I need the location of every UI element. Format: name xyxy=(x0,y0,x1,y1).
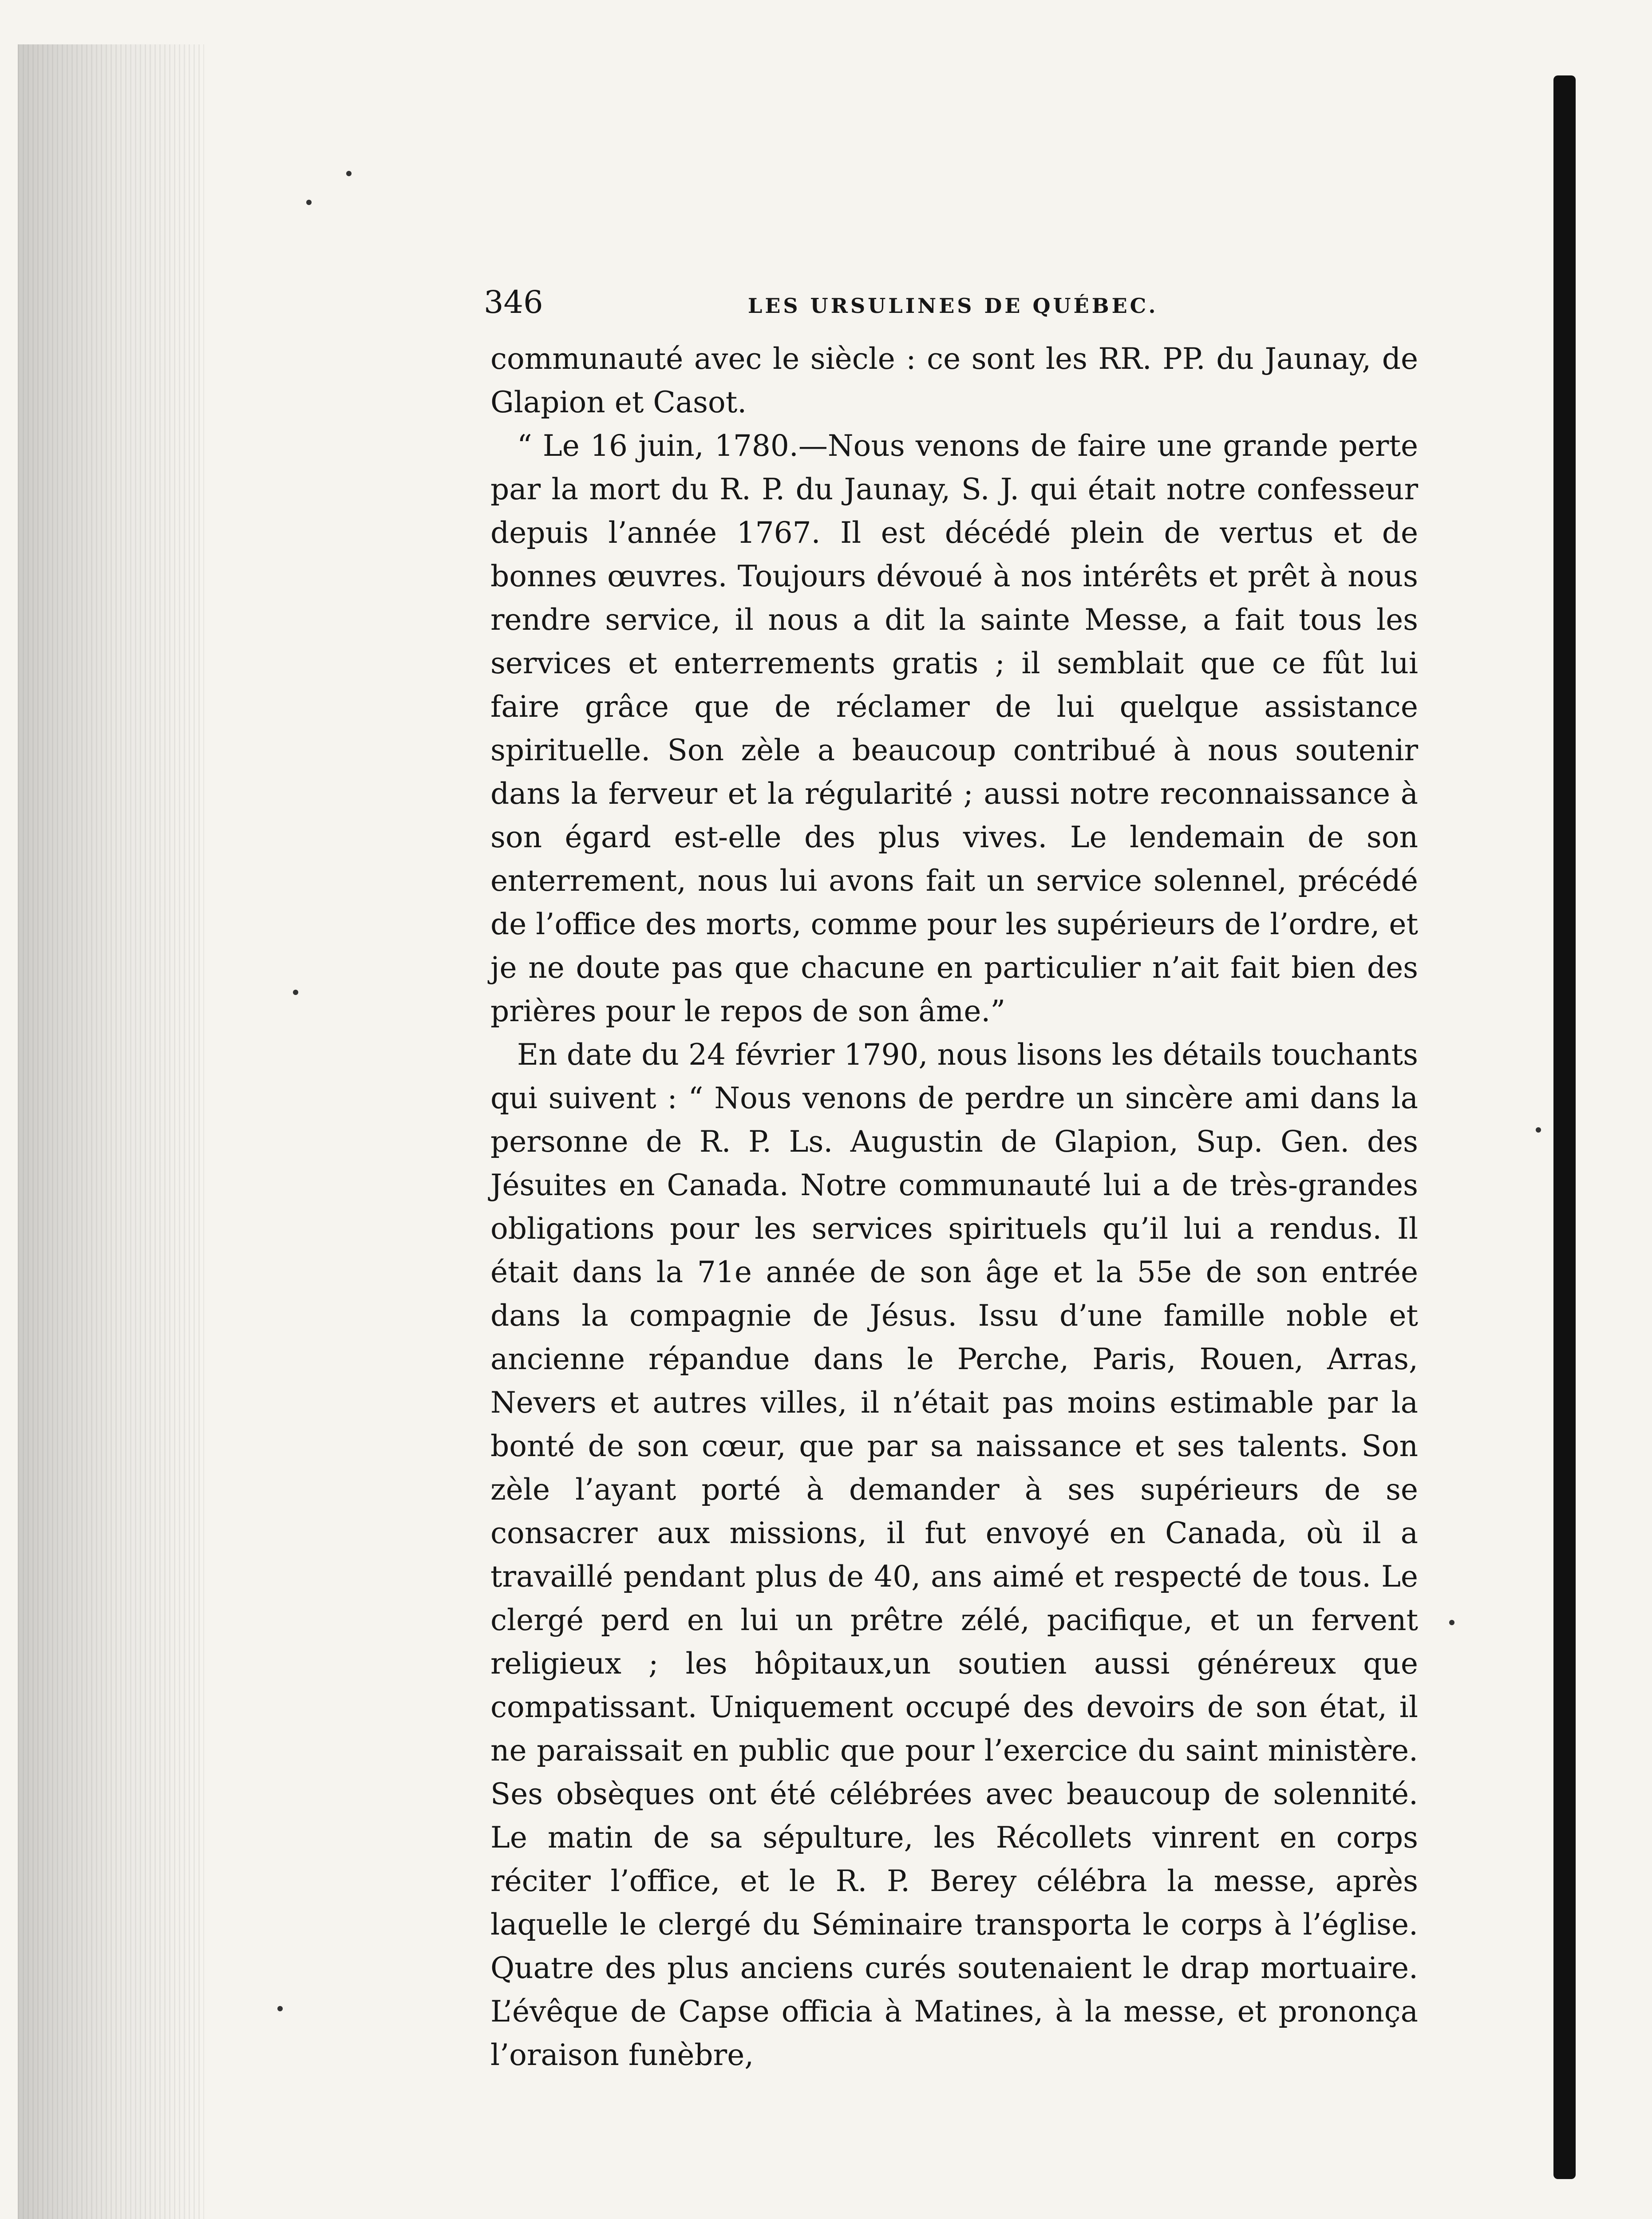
scan-speck xyxy=(346,171,352,176)
paragraph: “ Le 16 juin, 1780.—Nous venons de faire une grande perte par la mort du R. P. du Jaunay, S. J. qui était notre confesseur depuis l’année 1767. Il est décédé plein de vertus et de bonnes œuvres. Toujours dévoué à nos intérêts et prêt à nous rendre service, il nous a dit la sainte Messe, a fait tous les services et enterrements gratis ; il semblait que ce fût lui faire grâce que de réclamer de lui quelque assistance spirituelle. Son zèle a beaucoup contribué à nous soutenir dans la ferveur et la régularité ; aussi notre reconnaissance à son égard est-elle des plus vives. Le lendemain de son enterrement, nous lui avons fait un service solennel, précédé de l’office des morts, comme pour les supérieurs de l’ordre, et je ne doute pas que chacune en particulier n’ait fait bien des prières pour le repos de son âme.” xyxy=(490,429,1418,1028)
body-text xyxy=(490,337,1418,2077)
scan-speck xyxy=(1449,1620,1454,1625)
scan-speck xyxy=(1536,1127,1541,1133)
page-number: 346 xyxy=(484,284,543,320)
scan-right-edge-bar xyxy=(1553,75,1576,2179)
scan-speck xyxy=(277,2006,283,2011)
paragraph: En date du 24 février 1790, nous lisons les détails touchants qui suivent : “ Nous venons de perdre un sincère ami dans la personne de R. P. Ls. Augustin de Glapion, Sup. Gen. des Jésuites en Canada. Notre communauté lui a de très-grandes obligations pour les services spirituels qu’il lui a rendus. Il était dans la 71e année de son âge et la 55e de son entrée dans la compagnie de Jésus. Issu d’une famille noble et ancienne répandue dans le Perche, Paris, Rouen, Arras, Nevers et autres villes, il n’était pas moins estimable par la bonté de son cœur, que par sa naissance et ses talents. Son zèle l’ayant porté à demander à ses supérieurs de se consacrer aux missions, il fut envoyé en Canada, où il a travaillé pendant plus de 40, ans aimé et respecté de tous. Le clergé perd en lui un prêtre zélé, pacifique, et un fervent religieux ; les hôpitaux,un soutien aussi généreux que compatissant. Uniquement occupé des devoirs de son état, il ne paraissait en public que pour l’exercice du saint ministère. Ses obsèques ont été célébrées avec beaucoup de solennité. Le matin de sa sépulture, les Récollets vinrent en corps réciter l’office, et le R. P. Berey célébra la messe, après laquelle le clergé du Séminaire transporta le corps à l’église. Quatre des plus anciens curés soutenaient le drap mortuaire. L’évêque de Capse officia à Matines, à la messe, et prononça l’oraison funèbre, xyxy=(490,1038,1418,2072)
scan-speck xyxy=(306,200,312,205)
running-title: LES URSULINES DE QUÉBEC. xyxy=(748,294,1158,318)
paragraph: communauté avec le siècle : ce sont les RR. PP. du Jaunay, de Glapion et Casot. xyxy=(490,342,1418,419)
running-head xyxy=(484,284,1418,337)
scan-gutter-shadow xyxy=(18,44,204,2219)
book-page xyxy=(484,284,1418,2077)
scan-speck xyxy=(293,990,298,995)
